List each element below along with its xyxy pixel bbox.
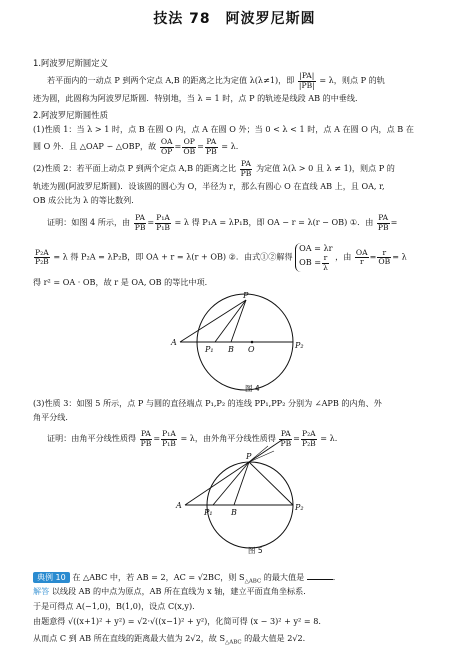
denominator: PB: [134, 222, 146, 232]
numerator: OP: [183, 137, 195, 146]
label-P: P: [246, 452, 252, 461]
text: 以线段 AB 的中点为原点，AB 所在直线为 x 轴，建立平面直角坐标系．: [51, 586, 312, 596]
numerator: PA: [280, 429, 291, 438]
subscript: △ABC: [244, 578, 262, 585]
text: = λ: [392, 251, 407, 262]
section1-line2: 迹为圆，此圆称为阿波罗尼斯圆．特别地，当 λ = 1 时，点 P 的轨迹是线段 AB 的中垂线．: [33, 93, 364, 103]
proof-line2: $\frac{\text{P₂A}}{\text{P₂B}}$ = λ 得 P₂A = λP₂B，即 OA + r = λ(r + OB) ②．由式①②解得 OA = λr OB = $\frac{r}{\lambda}$ ，由 $\frac{OA}{r}$ = $\frac{r}{OB}$ = λ: [35, 243, 407, 272]
numerator: PA: [241, 159, 251, 168]
text: ，由: [335, 251, 352, 262]
numerator: |PA|: [299, 71, 315, 80]
solution-tag: 解答: [33, 586, 50, 596]
label-A: A: [171, 338, 177, 347]
text: 证明：如图 4 所示，由: [47, 217, 131, 227]
proof-line3: 得 r² = OA · OB，故 r 是 OA, OB 的等比中项．: [33, 277, 213, 287]
denominator: OP: [161, 146, 173, 156]
numerator: OA: [160, 137, 173, 146]
extension-line: [249, 440, 282, 462]
label-P2: P₂: [295, 341, 304, 350]
property3-proof: 证明：由角平分线性质得 $\frac{PA}{PB}$ = $\frac{\text{P₁A}}{\text{P₁B}}$ = λ，由外角平分线性质得 $\frac{PA}{PB}$ = $\frac{\text{P₂A}}{\text{P₂B}}$ = λ.: [47, 429, 338, 448]
segment-PP1: [213, 462, 249, 505]
numerator: P₂A: [35, 247, 49, 257]
text: 证明：由角平分线性质得: [47, 433, 137, 443]
numerator: r: [323, 253, 328, 262]
segment-PB: [234, 462, 249, 505]
solution-line3: 由题意得 √((x+1)² + y²) = √2·√((x−1)² + y²)，化简可得 (x − 3)² + y² = 8.: [33, 616, 321, 626]
text: =: [147, 217, 155, 227]
property1-line2: 圆 O 外．且 △OAP ∽ △OBP，故 $\frac{OA}{OP}$ = $\frac{OP}{OB}$ = $\frac{PA}{PB}$ = λ.: [33, 137, 239, 156]
denominator: P₁B: [162, 438, 176, 448]
label-P2: P₂: [295, 503, 304, 512]
denominator: PB: [240, 168, 252, 178]
answer-blank: [307, 579, 333, 580]
segment-PP2: [249, 462, 293, 505]
numerator: P₂A: [302, 429, 316, 438]
label-P1: P₁: [204, 508, 213, 517]
label-A: A: [176, 501, 182, 510]
text: 若平面内的一动点 P 到两个定点 A,B 的距离之比为定值 λ(λ≠1)，即: [47, 75, 295, 85]
numerator: PA: [135, 213, 146, 222]
text: 在 △ABC 中，若 AB = 2，AC = √2BC，则 S: [72, 572, 245, 582]
figure4-caption: 图 4: [245, 384, 260, 393]
text: ．: [332, 572, 341, 582]
text: 的最大值是: [261, 572, 305, 582]
solution-line2: 于是可得点 A(−1,0)，B(1,0)，设点 C(x,y).: [33, 601, 195, 611]
text: 的最大值是 2√2.: [241, 633, 306, 643]
label-P: P: [243, 291, 249, 300]
text: = λ，则点 P 的轨: [319, 75, 385, 85]
label-B: B: [228, 345, 234, 354]
text: = λ，由外角平分线性质得: [180, 433, 276, 443]
denominator: PB: [205, 146, 217, 156]
denominator: P₁B: [156, 222, 170, 232]
numerator: PA: [378, 213, 389, 222]
denominator: PB: [140, 438, 152, 448]
text: = λ 得 P₁A = λP₁B，即 OA − r = λ(r − OB) ①．由: [174, 217, 374, 227]
page-title: 技法 78 阿波罗尼斯圆: [153, 11, 316, 27]
text: 为定值 λ(λ > 0 且 λ ≠ 1)，则点 P 的: [255, 163, 395, 173]
numerator: P₁A: [162, 429, 176, 438]
angle-mark: [249, 446, 268, 462]
figure5-caption: 图 5: [248, 546, 263, 555]
solution-line4: [33, 632, 305, 649]
denominator: PB: [377, 222, 389, 232]
angle-mark: [249, 451, 274, 462]
segment-PA: [185, 462, 249, 505]
property3-line1: (3)性质 3：如图 5 所示，点 P 与圆的直径端点 P₁,P₂ 的连线 PP₁,PP₂ 分别为 ∠APB 的内角、外: [33, 398, 382, 408]
subscript: △ABC: [225, 639, 242, 646]
text: = λ 得 P₂A = λP₂B，即 OA + r = λ(r + OB) ②．由式①②解得: [53, 251, 293, 262]
section2-heading: 2.阿波罗尼斯圆性质: [33, 110, 108, 120]
property2-line2: 轨迹为圆(阿波罗尼斯圆)．设该圆的圆心为 O，半径为 r，那么有圆心 O 在直线 AB 上，且 OA, r,: [33, 181, 385, 191]
numerator: P₁A: [156, 213, 170, 222]
section1-heading: 1.阿波罗尼斯圆定义: [33, 58, 108, 68]
text: OB =: [299, 257, 322, 267]
denominator: OB: [378, 257, 391, 266]
system-eq1: OA = λr: [299, 243, 333, 253]
text: = λ.: [221, 141, 239, 151]
numerator: PA: [206, 137, 217, 146]
text: 从而点 C 到 AB 所在直线的距离最大值为 2√2，故 S: [33, 633, 226, 643]
text: = λ.: [320, 433, 338, 443]
denominator: P₂B: [35, 257, 49, 266]
denominator: r: [359, 257, 364, 266]
text: 圆 O 外．且 △OAP ∽ △OBP，故: [33, 141, 157, 151]
text: =: [390, 217, 398, 227]
label-O: O: [248, 345, 255, 354]
label-B: B: [231, 508, 237, 517]
numerator: r: [377, 249, 391, 259]
example-tag: 典例 10: [33, 572, 70, 583]
property2-line3: OB 成公比为 λ 的等比数列．: [33, 195, 140, 205]
denominator: PB: [280, 438, 292, 448]
label-P1: P₁: [205, 345, 214, 354]
denominator: λ: [323, 262, 328, 272]
property3-line2: 角平分线．: [33, 412, 74, 422]
text: (2)性质 2：若平面上动点 P 到两个定点 A,B 的距离之比: [33, 163, 237, 173]
denominator: OB: [183, 146, 196, 156]
numerator: OA: [355, 247, 368, 257]
solution-line1: [33, 585, 311, 598]
denominator: |PB|: [298, 80, 315, 90]
denominator: P₂B: [301, 438, 316, 448]
numerator: PA: [141, 429, 151, 438]
property1-line1: (1)性质 1：当 λ > 1 时，点 B 在圆 O 内，点 A 在圆 O 外；当 0 < λ < 1 时，点 A 在圆 O 内，点 B 在: [33, 124, 414, 134]
